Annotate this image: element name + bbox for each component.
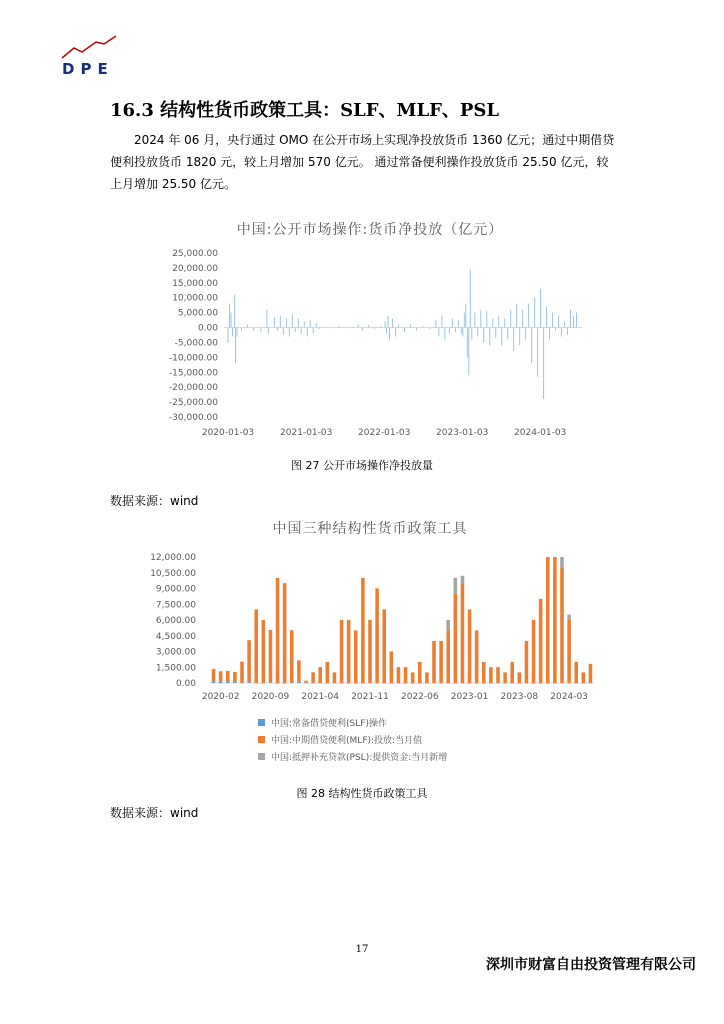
slf-bar <box>276 683 280 684</box>
omo-bar <box>525 328 526 340</box>
mlf-bar <box>326 662 330 683</box>
omo-bar <box>549 328 550 340</box>
page-number: 17 <box>355 944 369 955</box>
legend-swatch-slf <box>258 719 265 726</box>
omo-bar <box>552 313 553 328</box>
omo-bar <box>325 327 326 328</box>
omo-bar <box>438 328 439 337</box>
omo-bar <box>435 320 436 327</box>
slf-bar <box>574 683 578 684</box>
mlf-bar <box>439 641 443 683</box>
omo-bar <box>338 326 339 327</box>
omo-bar <box>501 328 502 346</box>
mlf-bar <box>546 557 550 683</box>
omo-bar <box>471 328 472 340</box>
slf-bar <box>382 683 386 684</box>
legend-item-psl <box>258 748 447 765</box>
y-tick-label: -30,000.00 <box>168 413 218 423</box>
omo-bar <box>301 328 302 334</box>
y-tick-label: 10,500.00 <box>150 568 196 579</box>
omo-bar <box>266 310 267 328</box>
omo-bar <box>236 328 237 337</box>
slf-bar <box>411 683 415 684</box>
omo-bar <box>283 328 284 335</box>
omo-bar <box>495 328 496 338</box>
y-tick-label: 25,000.00 <box>172 249 218 259</box>
legend-swatch-mlf <box>258 736 265 743</box>
omo-bar <box>247 325 248 328</box>
mlf-bar <box>361 578 365 683</box>
x-tick-label: 2020-02 <box>201 692 240 702</box>
mlf-bar <box>404 667 408 683</box>
mlf-bar <box>333 672 337 683</box>
omo-bar <box>410 325 411 328</box>
slf-bar <box>333 683 337 684</box>
y-tick-label: 1,500.00 <box>155 663 196 674</box>
omo-bar <box>561 328 562 337</box>
slf-bar <box>269 682 273 683</box>
mlf-bar <box>454 594 458 683</box>
y-tick-label: 5,000.00 <box>177 308 218 319</box>
slf-bar <box>226 681 230 683</box>
slf-bar <box>283 683 287 684</box>
omo-bar <box>277 328 278 331</box>
omo-bar <box>352 327 353 328</box>
mlf-bar <box>375 588 379 683</box>
slf-bar <box>503 683 507 684</box>
omo-bar <box>229 304 230 328</box>
y-tick-label: -10,000.00 <box>168 353 218 364</box>
mlf-bar <box>582 672 586 683</box>
mlf-bar <box>446 630 450 683</box>
mlf-bar <box>269 630 273 683</box>
mlf-bar <box>482 662 486 683</box>
omo-bar <box>486 311 487 327</box>
slf-bar <box>510 683 514 684</box>
y-tick-label: -20,000.00 <box>168 383 218 394</box>
slf-bar <box>468 683 472 684</box>
psl-bar <box>560 557 564 567</box>
omo-bar <box>260 328 261 332</box>
y-tick-label: 12,000.00 <box>150 553 196 563</box>
mlf-bar <box>219 671 223 682</box>
omo-bar <box>429 328 430 329</box>
omo-bar <box>483 328 484 343</box>
slf-bar <box>518 683 522 684</box>
omo-bar <box>362 328 363 331</box>
omo-bar <box>464 313 465 328</box>
x-tick-label: 2023-01-03 <box>436 428 489 438</box>
slf-bar <box>254 683 258 684</box>
slf-bar <box>375 683 379 684</box>
section-paragraph: 2024 年 06 月，央行通过 OMO 在公开市场上实现净投放货币 1360 亿元；通过中期借贷便利投放货币 1820 元，较上月增加 570 亿元。 通过常备便利操作投放货币 25.50 亿元，较上月增加 25.50 亿元。 <box>110 133 615 191</box>
omo-bar <box>307 328 308 337</box>
omo-bar <box>558 316 559 328</box>
omo-bar <box>546 307 547 328</box>
slf-bar <box>318 683 322 684</box>
y-tick-label: -15,000.00 <box>168 368 218 379</box>
logo-line-icon <box>62 36 116 58</box>
omo-bar <box>241 328 242 331</box>
legend-label-psl: 中国:抵押补充贷款(PSL):提供资金:当月新增 <box>271 753 448 763</box>
omo-bar <box>567 328 568 335</box>
slf-bar <box>532 683 536 684</box>
slf-bar <box>212 682 216 683</box>
omo-bar <box>543 328 544 400</box>
mlf-bar <box>589 664 593 683</box>
mlf-bar <box>510 662 514 683</box>
psl-bar <box>454 578 458 594</box>
omo-bar <box>467 328 468 358</box>
omo-bar <box>537 328 538 377</box>
y-tick-label: 0.00 <box>197 323 218 334</box>
omo-bar <box>358 325 359 328</box>
legend-label-slf: 中国:常备借贷便利(SLF)操作 <box>271 719 387 729</box>
omo-bar <box>540 289 541 328</box>
mlf-bar <box>390 651 394 683</box>
psl-bar <box>567 615 571 620</box>
chart1-title: 中国:公开市场操作:货币净投放（亿元） <box>236 222 504 238</box>
omo-bar <box>274 317 275 327</box>
omo-bar <box>441 316 442 328</box>
y-tick-label: 20,000.00 <box>172 263 218 274</box>
slf-bar <box>425 683 429 684</box>
omo-bar <box>492 319 493 328</box>
mlf-bar <box>354 630 358 683</box>
omo-bar <box>398 325 399 328</box>
omo-bar <box>555 328 556 331</box>
omo-bar <box>576 313 577 328</box>
x-tick-label: 2020-01-03 <box>201 428 255 438</box>
mlf-bar <box>254 609 258 683</box>
y-tick-label: 0.00 <box>175 679 196 689</box>
slf-bar <box>582 683 586 684</box>
structural-tools-chart <box>150 545 610 710</box>
omo-bar <box>458 320 459 327</box>
omo-bar <box>286 319 287 328</box>
slf-bar <box>326 683 330 684</box>
omo-bar <box>313 328 314 334</box>
omo-bar <box>477 328 478 337</box>
omo-bar <box>449 328 450 334</box>
x-tick-label: 2022-06 <box>400 692 439 702</box>
omo-bar <box>253 328 254 331</box>
omo-bar <box>228 328 229 343</box>
chart2-caption: 图 28 结构性货币政策工具 <box>296 787 428 800</box>
omo-bar <box>452 319 453 328</box>
omo-bar <box>332 328 333 329</box>
omo-bar <box>513 328 514 352</box>
mlf-bar <box>432 641 436 683</box>
omo-bar <box>444 328 445 340</box>
omo-bar <box>531 328 532 364</box>
mlf-bar <box>226 671 230 682</box>
omo-bar <box>465 304 466 328</box>
omo-bar <box>564 322 565 328</box>
mlf-bar <box>574 662 578 683</box>
slf-bar <box>432 683 436 684</box>
slf-bar <box>454 683 458 684</box>
omo-bar <box>235 328 236 364</box>
omo-bar <box>462 328 463 337</box>
omo-bar <box>389 328 390 340</box>
slf-bar <box>304 683 308 684</box>
omo-bar <box>416 328 417 331</box>
mlf-bar <box>518 672 522 683</box>
logo-text: DPE <box>62 60 114 78</box>
slf-bar <box>418 683 422 684</box>
mlf-bar <box>290 630 294 683</box>
y-tick-label: 15,000.00 <box>172 278 218 289</box>
omo-bar <box>316 323 317 327</box>
omo-bar <box>516 304 517 328</box>
omo-bar <box>292 314 293 327</box>
slf-bar <box>297 681 301 683</box>
mlf-bar <box>283 583 287 683</box>
slf-bar <box>475 683 479 684</box>
x-tick-label: 2020-09 <box>251 692 290 702</box>
omo-bar <box>422 326 423 328</box>
mlf-bar <box>297 660 301 681</box>
mlf-bar <box>532 620 536 683</box>
omo-bar <box>388 316 389 328</box>
slf-bar <box>560 683 564 684</box>
omo-bar <box>510 310 511 328</box>
y-tick-label: 10,000.00 <box>172 293 218 304</box>
slf-bar <box>354 683 358 684</box>
omo-bar <box>498 316 499 328</box>
mlf-bar <box>304 681 308 683</box>
slf-bar <box>219 682 223 683</box>
mlf-bar <box>489 667 493 683</box>
chart2-legend <box>258 714 447 765</box>
omo-bar <box>298 319 299 328</box>
chart1-source: 数据来源：wind <box>110 494 199 508</box>
mlf-bar <box>240 662 244 683</box>
slf-bar <box>262 683 266 684</box>
slf-bar <box>446 683 450 684</box>
slf-bar <box>340 683 344 684</box>
footer-company-name: 深圳市财富自由投资管理有限公司 <box>486 957 696 973</box>
omo-bar <box>455 328 456 332</box>
psl-bar <box>446 620 450 631</box>
mlf-bar <box>347 620 351 683</box>
slf-bar <box>439 683 443 684</box>
psl-bar <box>461 576 465 583</box>
omo-bar <box>474 313 475 328</box>
y-tick-label: 6,000.00 <box>155 616 196 626</box>
chart1-caption: 图 27 公开市场操作净投放量 <box>291 459 433 472</box>
mlf-bar <box>247 640 251 682</box>
slf-bar <box>496 683 500 684</box>
omo-bar <box>489 328 490 346</box>
slf-bar <box>390 683 394 684</box>
legend-swatch-psl <box>258 753 265 760</box>
slf-bar <box>589 683 593 684</box>
x-tick-label: 2021-11 <box>351 692 389 702</box>
omo-bar <box>519 328 520 346</box>
slf-bar <box>311 683 315 684</box>
mlf-bar <box>276 578 280 683</box>
slf-bar <box>397 683 401 684</box>
y-tick-label: 9,000.00 <box>155 584 196 595</box>
omo-bar <box>374 328 375 329</box>
omo-bar <box>344 328 345 329</box>
omo-bar <box>480 310 481 328</box>
slf-bar <box>247 682 251 683</box>
mlf-bar <box>525 641 529 683</box>
mlf-bar <box>418 662 422 683</box>
mlf-bar <box>496 667 500 683</box>
omo-bar <box>392 319 393 328</box>
omo-net-injection-chart <box>150 245 590 445</box>
mlf-bar <box>368 620 372 683</box>
mlf-bar <box>382 609 386 683</box>
omo-bar <box>504 319 505 328</box>
y-tick-label: 4,500.00 <box>155 631 196 642</box>
slf-bar <box>525 683 529 684</box>
omo-bar <box>234 295 235 328</box>
y-tick-label: 3,000.00 <box>155 647 196 658</box>
section-title: 16.3 结构性货币政策工具：SLF、MLF、PSL <box>110 100 500 121</box>
mlf-bar <box>340 620 344 683</box>
mlf-bar <box>468 609 472 683</box>
omo-bar <box>319 328 320 329</box>
x-tick-label: 2024-03 <box>550 692 588 702</box>
y-tick-label: 7,500.00 <box>155 600 196 611</box>
omo-bar <box>470 269 471 327</box>
x-tick-label: 2024-01-03 <box>514 428 567 438</box>
omo-bar <box>386 328 387 334</box>
omo-bar <box>232 328 233 337</box>
legend-item-slf <box>258 714 447 731</box>
slf-bar <box>347 683 351 684</box>
slf-bar <box>461 683 465 684</box>
omo-bar <box>385 322 386 328</box>
omo-bar <box>404 328 405 332</box>
slf-bar <box>539 683 543 684</box>
omo-bar <box>522 310 523 328</box>
omo-bar <box>380 326 381 327</box>
chart2-source: 数据来源：wind <box>110 806 199 820</box>
mlf-bar <box>425 672 429 683</box>
omo-bar <box>395 328 396 337</box>
x-tick-label: 2022-01-03 <box>358 428 411 438</box>
mlf-bar <box>560 567 564 683</box>
slf-bar <box>240 683 244 684</box>
y-tick-label: -5,000.00 <box>174 338 218 349</box>
y-tick-label: -25,000.00 <box>168 398 218 409</box>
slf-bar <box>567 683 571 684</box>
x-tick-label: 2023-08 <box>500 692 539 702</box>
omo-bar <box>268 328 269 334</box>
omo-bar <box>230 313 231 328</box>
x-tick-label: 2023-01 <box>450 692 489 702</box>
mlf-bar <box>233 672 237 683</box>
legend-label-mlf: 中国:中期借贷便利(MLF):投放:当月值 <box>271 736 423 746</box>
slf-bar <box>361 683 365 684</box>
slf-bar <box>482 683 486 684</box>
mlf-bar <box>397 667 401 683</box>
omo-bar <box>295 328 296 332</box>
omo-bar <box>573 316 574 328</box>
mlf-bar <box>411 672 415 683</box>
omo-bar <box>280 316 281 328</box>
slf-bar <box>553 683 557 684</box>
mlf-bar <box>311 672 315 683</box>
omo-bar <box>570 310 571 328</box>
omo-bar <box>507 328 508 340</box>
x-tick-label: 2021-04 <box>301 692 340 702</box>
omo-bar <box>368 325 369 327</box>
mlf-bar <box>553 557 557 683</box>
omo-bar <box>304 322 305 328</box>
chart2-title: 中国三种结构性货币政策工具 <box>272 521 468 537</box>
omo-bar <box>468 328 469 376</box>
omo-bar <box>461 328 462 334</box>
slf-bar <box>546 683 550 684</box>
slf-bar <box>404 683 408 684</box>
slf-bar <box>290 683 294 684</box>
mlf-bar <box>262 620 266 683</box>
omo-bar <box>289 328 290 337</box>
mlf-bar <box>475 630 479 683</box>
legend-item-mlf <box>258 731 447 748</box>
omo-bar <box>528 304 529 328</box>
x-tick-label: 2021-01-03 <box>280 428 333 438</box>
mlf-bar <box>461 583 465 683</box>
omo-bar <box>534 298 535 328</box>
slf-bar <box>368 683 372 684</box>
mlf-bar <box>539 599 543 683</box>
mlf-bar <box>567 620 571 683</box>
mlf-bar <box>212 669 216 682</box>
slf-bar <box>233 682 237 683</box>
mlf-bar <box>503 672 507 683</box>
mlf-bar <box>318 667 322 683</box>
omo-bar <box>310 320 311 327</box>
slf-bar <box>489 683 493 684</box>
